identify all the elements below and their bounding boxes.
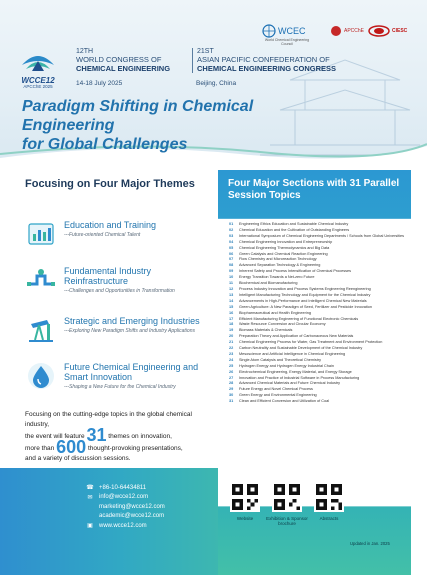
session-topic: Process Industry Innovation and Process Systems Engineering Reengineering xyxy=(239,286,371,291)
session-number: 10 xyxy=(229,275,234,280)
theme-item xyxy=(25,214,211,258)
session-number: 02 xyxy=(229,227,234,232)
website-qr-code[interactable] xyxy=(230,482,260,512)
theme-title: Fundamental Industry Reinfrastructure xyxy=(64,266,152,286)
session-number: 17 xyxy=(229,316,234,321)
phone-row[interactable] xyxy=(86,483,216,493)
contact-footer xyxy=(0,468,218,575)
congress-date: 14-18 July 2025 xyxy=(76,80,123,87)
session-number: 28 xyxy=(229,381,234,386)
wcec-subtext: World Chemical Engineering Council xyxy=(264,38,310,46)
focus-line3: more than 600 thought-provoking presentations, xyxy=(25,437,183,457)
session-topic: Advanced Separation Technology & Engineering xyxy=(239,263,321,268)
session-topic: Green Energy and Environmental Engineering xyxy=(239,393,317,398)
sessions-panel xyxy=(218,170,411,575)
session-number: 25 xyxy=(229,363,234,368)
session-topic: Biopharmaceutical and Health Engineering xyxy=(239,310,311,315)
focus-line4: and a variety of discussion sessions. xyxy=(25,455,131,462)
session-number: 13 xyxy=(229,292,234,297)
slogan-line1: Paradigm Shifting in Chemical Engineering xyxy=(22,98,254,134)
ciesc-text: CIESC xyxy=(392,28,408,34)
session-topic: Biochemical and Biomanufacturing xyxy=(239,281,298,286)
qr-label-website: Website xyxy=(236,516,254,521)
theme-subtitle: ---Exploring New Paradigm Shifts and Industry Applications xyxy=(64,328,195,334)
session-number: 05 xyxy=(229,245,234,250)
session-topic: Hydrogen Energy and Hydrogen Energy Industrial Chain xyxy=(239,363,334,368)
theme-subtitle: ---Challenges and Opportunities in Transformation xyxy=(64,288,175,294)
session-number: 01 xyxy=(229,222,234,226)
theme-item xyxy=(25,260,211,304)
water-drop-icon xyxy=(27,362,55,390)
session-number: 31 xyxy=(229,399,234,404)
session-topic: Efficient Manufacturing Engineering of Functional Electronic Chemicals xyxy=(239,316,359,321)
session-topic: Innovation and Practice of Industrial Software in Process Manufacturing xyxy=(239,375,360,380)
session-number: 07 xyxy=(229,257,234,262)
theme-title: Future Chemical Engineering and Smart Innovation xyxy=(64,362,199,382)
email-row[interactable] xyxy=(86,502,216,512)
apcche-congress-title xyxy=(192,48,382,73)
session-number: 04 xyxy=(229,239,234,244)
wcec-text: WCEC xyxy=(278,26,306,36)
apcche-emblem-icon xyxy=(330,25,342,37)
qr-label-brochure: Exhibition & Sponsor brochure xyxy=(266,516,308,526)
session-topic: Engineering Ethics Education and Sustainable Chemical Industry xyxy=(239,222,349,226)
session-number: 24 xyxy=(229,357,234,362)
globe-icon xyxy=(262,24,276,38)
theme-subtitle: ---Future-oriented Chemical Talent xyxy=(64,232,141,238)
session-topic: Chemical Engineering Innovation and Entrepreneurship xyxy=(239,239,333,244)
session-topic: Chemical Education and the Cultivation of Outstanding Engineers xyxy=(239,227,350,232)
focus-line1: Focusing on the cutting-edge topics in the global chemical industry, xyxy=(25,411,192,428)
session-topic: Chemical Engineering Thermodynamics and Big Data xyxy=(239,245,330,250)
session-topic: Carbon Neutrality and Sustainable Development of the Chemical Industry xyxy=(239,346,363,351)
session-topic: Inherent Safety and Process Intensification of Chemical Processes xyxy=(239,269,352,274)
theme-item xyxy=(25,310,211,354)
session-number: 22 xyxy=(229,346,234,351)
email-marketing: marketing@wcce12.com xyxy=(99,503,165,510)
session-topic: Intelligent Manufacturing Technology and Equipment for the Chemical Industry xyxy=(239,292,371,297)
apcche-number: 21ST xyxy=(197,48,214,55)
brochure-qr-code[interactable] xyxy=(272,482,302,512)
monitor-icon: ▣ xyxy=(87,523,93,530)
logo-subtext: APCChE 2025 xyxy=(23,84,53,89)
session-topic: Preparation Theory and Application of Carbonaceous New Materials xyxy=(239,334,354,339)
themes-list xyxy=(25,204,211,400)
pipeline-icon xyxy=(27,266,55,294)
apcche-text: APCChE xyxy=(344,28,365,34)
education-icon xyxy=(27,220,55,248)
session-number: 06 xyxy=(229,251,234,256)
website-row[interactable] xyxy=(86,521,216,531)
session-topic: International Symposium of Chemical Engineering Departments / Schools from Global Universities xyxy=(239,233,405,238)
session-number: 21 xyxy=(229,340,234,345)
session-topic: Electrochemical Engineering, Energy Material, and Energy Storage xyxy=(239,369,352,374)
session-number: 18 xyxy=(229,322,234,327)
qr-codes xyxy=(230,480,400,540)
session-number: 23 xyxy=(229,351,234,356)
session-topic: Single Atom Catalysis and Theoretical Chemistry xyxy=(239,357,322,362)
wcce-title-line2: CHEMICAL ENGINEERING xyxy=(76,64,171,73)
session-topic: Future Energy and Novel Chemical Process xyxy=(239,387,313,392)
session-topic: Energy Transition Towards a Net-zero Future xyxy=(239,275,315,280)
contact-list xyxy=(86,483,216,531)
session-number: 03 xyxy=(229,233,234,238)
sessions-panel-title: Four Major Sections with 31 Parallel Session Topics xyxy=(228,178,400,201)
updated-date: Updated in Jan. 2025 xyxy=(350,541,390,546)
session-topic: Advancements in High-Performance and Intelligent Chemical New Materials xyxy=(239,298,367,303)
session-number: 20 xyxy=(229,334,234,339)
focus-line2: the event will feature 31 themes on innovation, xyxy=(25,425,172,445)
session-number: 08 xyxy=(229,263,234,268)
session-number: 12 xyxy=(229,286,234,291)
qr-label-abstracts: Abstracts xyxy=(319,516,339,521)
qr-code-icon xyxy=(232,484,258,510)
session-topic: Biomass Materials & Chemicals xyxy=(239,328,293,333)
themes-heading: Focusing on Four Major Themes xyxy=(25,178,195,190)
apcche-sponsor-logo xyxy=(330,22,364,40)
session-number: 15 xyxy=(229,304,234,309)
session-item xyxy=(229,399,411,405)
qr-code-icon xyxy=(274,484,300,510)
email-row[interactable] xyxy=(86,493,216,503)
ciesc-emblem-icon xyxy=(368,25,390,37)
session-number: 19 xyxy=(229,328,234,333)
slogan-line2: for Global Challenges xyxy=(22,136,188,153)
session-topic: Chemical Engineering Process for Water, Gas Treatment and Environment Protection xyxy=(239,340,383,345)
session-number: 27 xyxy=(229,375,234,380)
themes-count: 31 xyxy=(86,425,107,445)
focus-paragraph xyxy=(25,410,215,464)
session-list xyxy=(229,222,411,405)
wcce-congress-title xyxy=(76,48,172,73)
qr-code-icon xyxy=(316,484,342,510)
session-topic: Flow Chemistry and Microreaction Technology xyxy=(239,257,317,262)
apcche-title-line2: CHEMICAL ENGINEERING CONGRESS xyxy=(197,64,337,73)
congress-city: Beijing, China xyxy=(196,80,237,87)
session-topic: Mesoscience and Artificial Intelligence in Chemical Engineering xyxy=(239,351,346,356)
email-row[interactable] xyxy=(86,512,216,522)
session-number: 26 xyxy=(229,369,234,374)
theme-title: Strategic and Emerging Industries xyxy=(64,316,200,326)
logo-text: WCCE12 xyxy=(21,76,55,85)
session-number: 30 xyxy=(229,393,234,398)
email-icon: ✉ xyxy=(87,494,93,501)
abstracts-qr-code[interactable] xyxy=(314,482,344,512)
phone-number: +86-10-64434811 xyxy=(99,484,147,491)
session-number: 16 xyxy=(229,310,234,315)
session-topic: Advanced Chemical Materials and Future Chemical Industry xyxy=(239,381,341,386)
session-number: 14 xyxy=(229,298,234,303)
session-topic: Clean and Efficient Conversion and Utilization of Coal xyxy=(239,399,330,404)
theme-item xyxy=(25,356,211,400)
phone-icon: ☎ xyxy=(86,485,94,492)
email-academic: academic@wcce12.com xyxy=(99,513,165,520)
ciesc-sponsor-logo xyxy=(368,22,407,40)
theme-title: Education and Training xyxy=(64,220,157,230)
main-slogan xyxy=(22,97,322,154)
session-number: 11 xyxy=(229,281,234,286)
apcche-title-line1: ASIAN PACIFIC CONFEDERATION OF xyxy=(197,55,330,64)
session-topic: Green Agriculture: A New Paradigm of Seed, Fertilizer and Pesticide Innovation xyxy=(239,304,372,309)
session-topic: Green Catalysis and Chemical Reaction Engineering xyxy=(239,251,328,256)
wcce-title-line1: WORLD CONGRESS OF xyxy=(76,55,162,64)
theme-subtitle: ---Shaping a New Future for the Chemical Industry xyxy=(64,384,176,390)
session-topic: Waste Resource Conversion and Circular Economy xyxy=(239,322,326,327)
website-url: www.wcce12.com xyxy=(99,522,147,529)
email-info: info@wcce12.com xyxy=(99,494,149,501)
oil-pump-icon xyxy=(27,316,55,344)
session-number: 09 xyxy=(229,269,234,274)
session-number: 29 xyxy=(229,387,234,392)
presentations-count: 600 xyxy=(56,437,87,457)
wcce-number: 12TH xyxy=(76,48,94,55)
header-banner xyxy=(0,0,427,168)
